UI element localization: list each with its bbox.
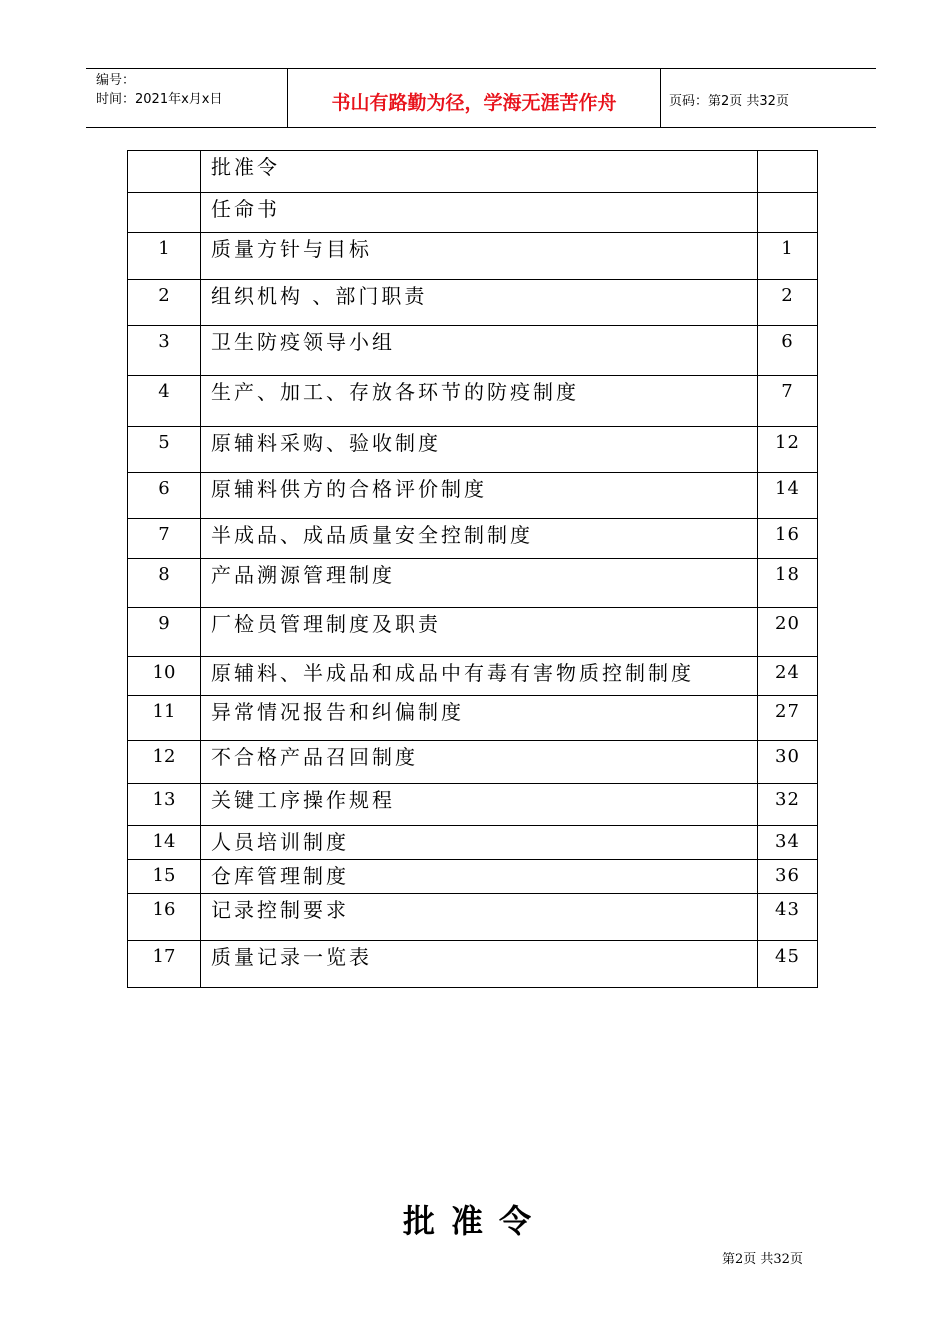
toc-entry-title-cell [201,826,758,860]
toc-entry-title-cell [201,741,758,784]
toc-entry-title-cell [201,941,758,988]
toc-entry-page: 2 [781,285,794,306]
toc-entry-title: 生产、加工、存放各环节的防疫制度 [211,380,579,404]
toc-entry-page-cell [758,860,818,894]
toc-row [128,151,818,193]
toc-row [128,193,818,233]
toc-entry-page-cell [758,326,818,376]
toc-row [128,696,818,741]
toc-entry-number: 17 [152,946,176,967]
toc-entry-title-cell [201,233,758,280]
toc-entry-title: 组织机构 、部门职责 [211,284,428,308]
toc-entry-number: 4 [158,381,170,402]
toc-entry-title-cell [201,326,758,376]
toc-entry-title: 厂检员管理制度及职责 [211,612,441,636]
toc-entry-page-cell [758,151,818,193]
toc-entry-title: 卫生防疫领导小组 [211,330,395,354]
toc-row [128,784,818,826]
toc-entry-title-cell [201,519,758,559]
toc-entry-number-cell [128,427,201,473]
toc-entry-title-cell [201,784,758,826]
toc-entry-title-cell [201,151,758,193]
toc-entry-number: 16 [152,899,176,920]
toc-entry-number-cell [128,473,201,519]
toc-entry-page: 27 [775,701,800,722]
toc-entry-page-cell [758,376,818,427]
toc-entry-number-cell [128,784,201,826]
toc-entry-number: 12 [152,746,176,767]
toc-entry-title: 异常情况报告和纠偏制度 [211,700,464,724]
header-meta [86,69,287,127]
toc-entry-number [128,193,200,197]
toc-row [128,608,818,657]
toc-entry-number: 2 [158,285,170,306]
toc-entry-title-cell [201,193,758,233]
toc-entry-number: 9 [158,613,170,634]
toc-row [128,427,818,473]
toc-row [128,559,818,608]
toc-entry-title: 仓库管理制度 [211,864,349,888]
toc-entry-number-cell [128,608,201,657]
toc-entry-page-cell [758,608,818,657]
toc-entry-number: 6 [158,478,170,499]
toc-entry-number: 13 [152,789,176,810]
toc-row [128,280,818,326]
toc-entry-number-cell [128,941,201,988]
toc-entry-number: 5 [158,432,170,453]
toc-entry-page: 14 [775,478,800,499]
toc-entry-number-cell [128,326,201,376]
toc-entry-number-cell [128,826,201,860]
toc-entry-title: 不合格产品召回制度 [211,745,418,769]
toc-entry-page [758,151,817,155]
toc-entry-page: 45 [775,946,800,967]
section-title: 批准令 [402,1202,547,1240]
toc-entry-number: 14 [152,831,176,852]
toc-entry-title-cell [201,696,758,741]
header-number-label: 编号： [96,73,136,88]
toc-entry-title-cell [201,608,758,657]
toc-entry-page: 32 [775,789,800,810]
toc-entry-page-cell [758,280,818,326]
toc-entry-number-cell [128,559,201,608]
toc-entry-page: 30 [775,746,800,767]
toc-entry-number-cell [128,860,201,894]
toc-entry-number [128,151,200,155]
toc-entry-title: 批准令 [211,155,280,179]
toc-entry-number-cell [128,151,201,193]
toc-entry-title: 记录控制要求 [211,898,349,922]
toc-entry-title-cell [201,894,758,941]
toc-entry-page: 1 [781,238,794,259]
toc-row [128,894,818,941]
toc-entry-number-cell [128,696,201,741]
toc-entry-page [758,193,817,197]
toc-row [128,741,818,784]
toc-entry-page-cell [758,233,818,280]
toc-row [128,376,818,427]
toc-entry-number-cell [128,657,201,696]
toc-entry-page-cell [758,894,818,941]
toc-entry-title: 原辅料供方的合格评价制度 [211,477,487,501]
toc-entry-page-cell [758,826,818,860]
toc-entry-title: 半成品、成品质量安全控制制度 [211,523,533,547]
toc-entry-title: 质量方针与目标 [211,237,372,261]
toc-row [128,657,818,696]
toc-entry-number-cell [128,193,201,233]
toc-entry-page: 24 [775,662,800,683]
toc-entry-number-cell [128,894,201,941]
toc-entry-page-cell [758,519,818,559]
toc-entry-page-cell [758,696,818,741]
toc-entry-title-cell [201,559,758,608]
toc-entry-page-cell [758,559,818,608]
toc-entry-page-cell [758,941,818,988]
toc-entry-number: 3 [158,331,170,352]
toc-entry-title-cell [201,280,758,326]
toc-entry-page: 6 [781,331,794,352]
footer-page-number: 第2页 共32页 [722,1252,803,1267]
toc-row [128,233,818,280]
toc-entry-title: 产品溯源管理制度 [211,563,395,587]
toc-entry-title-cell [201,657,758,696]
toc-row [128,860,818,894]
toc-entry-number-cell [128,741,201,784]
toc-entry-page-cell [758,427,818,473]
toc-entry-page: 18 [775,564,800,585]
toc-entry-number-cell [128,280,201,326]
toc-table [127,150,818,988]
toc-row [128,326,818,376]
toc-entry-page: 43 [775,899,800,920]
toc-entry-page-cell [758,473,818,519]
toc-entry-title-cell [201,860,758,894]
toc-entry-title: 任命书 [211,197,280,221]
toc-entry-title: 质量记录一览表 [211,945,372,969]
toc-row [128,826,818,860]
toc-entry-page-cell [758,657,818,696]
toc-entry-number-cell [128,233,201,280]
toc-entry-number: 1 [158,238,170,259]
toc-entry-page: 16 [775,524,800,545]
toc-entry-number-cell [128,519,201,559]
toc-entry-page-cell [758,741,818,784]
toc-entry-page: 36 [775,865,800,886]
header-motto: 书山有路勤为径，学海无涯苦作舟 [287,69,661,127]
toc-entry-number: 7 [158,524,170,545]
toc-entry-title: 原辅料采购、验收制度 [211,431,441,455]
toc-entry-number-cell [128,376,201,427]
toc-entry-title-cell [201,473,758,519]
toc-entry-page: 34 [775,831,800,852]
toc-entry-page-cell [758,193,818,233]
toc-entry-title: 原辅料、半成品和成品中有毒有害物质控制制度 [211,661,694,685]
toc-entry-title-cell [201,376,758,427]
toc-row [128,941,818,988]
toc-entry-page: 7 [781,381,794,402]
toc-entry-title: 关键工序操作规程 [211,788,395,812]
header-page-info: 页码：第2页 共32页 [669,93,789,109]
toc-entry-title-cell [201,427,758,473]
toc-entry-page-cell [758,784,818,826]
toc-entry-number: 15 [152,865,176,886]
toc-entry-number: 11 [152,701,176,722]
toc-row [128,519,818,559]
toc-entry-page: 20 [775,613,800,634]
toc-row [128,473,818,519]
toc-entry-title: 人员培训制度 [211,830,349,854]
toc-entry-number: 8 [158,564,170,585]
page-header [86,68,876,128]
toc-entry-page: 12 [775,432,800,453]
toc-entry-number: 10 [152,662,176,683]
header-time-label: 时间：2021年x月x日 [96,92,223,107]
